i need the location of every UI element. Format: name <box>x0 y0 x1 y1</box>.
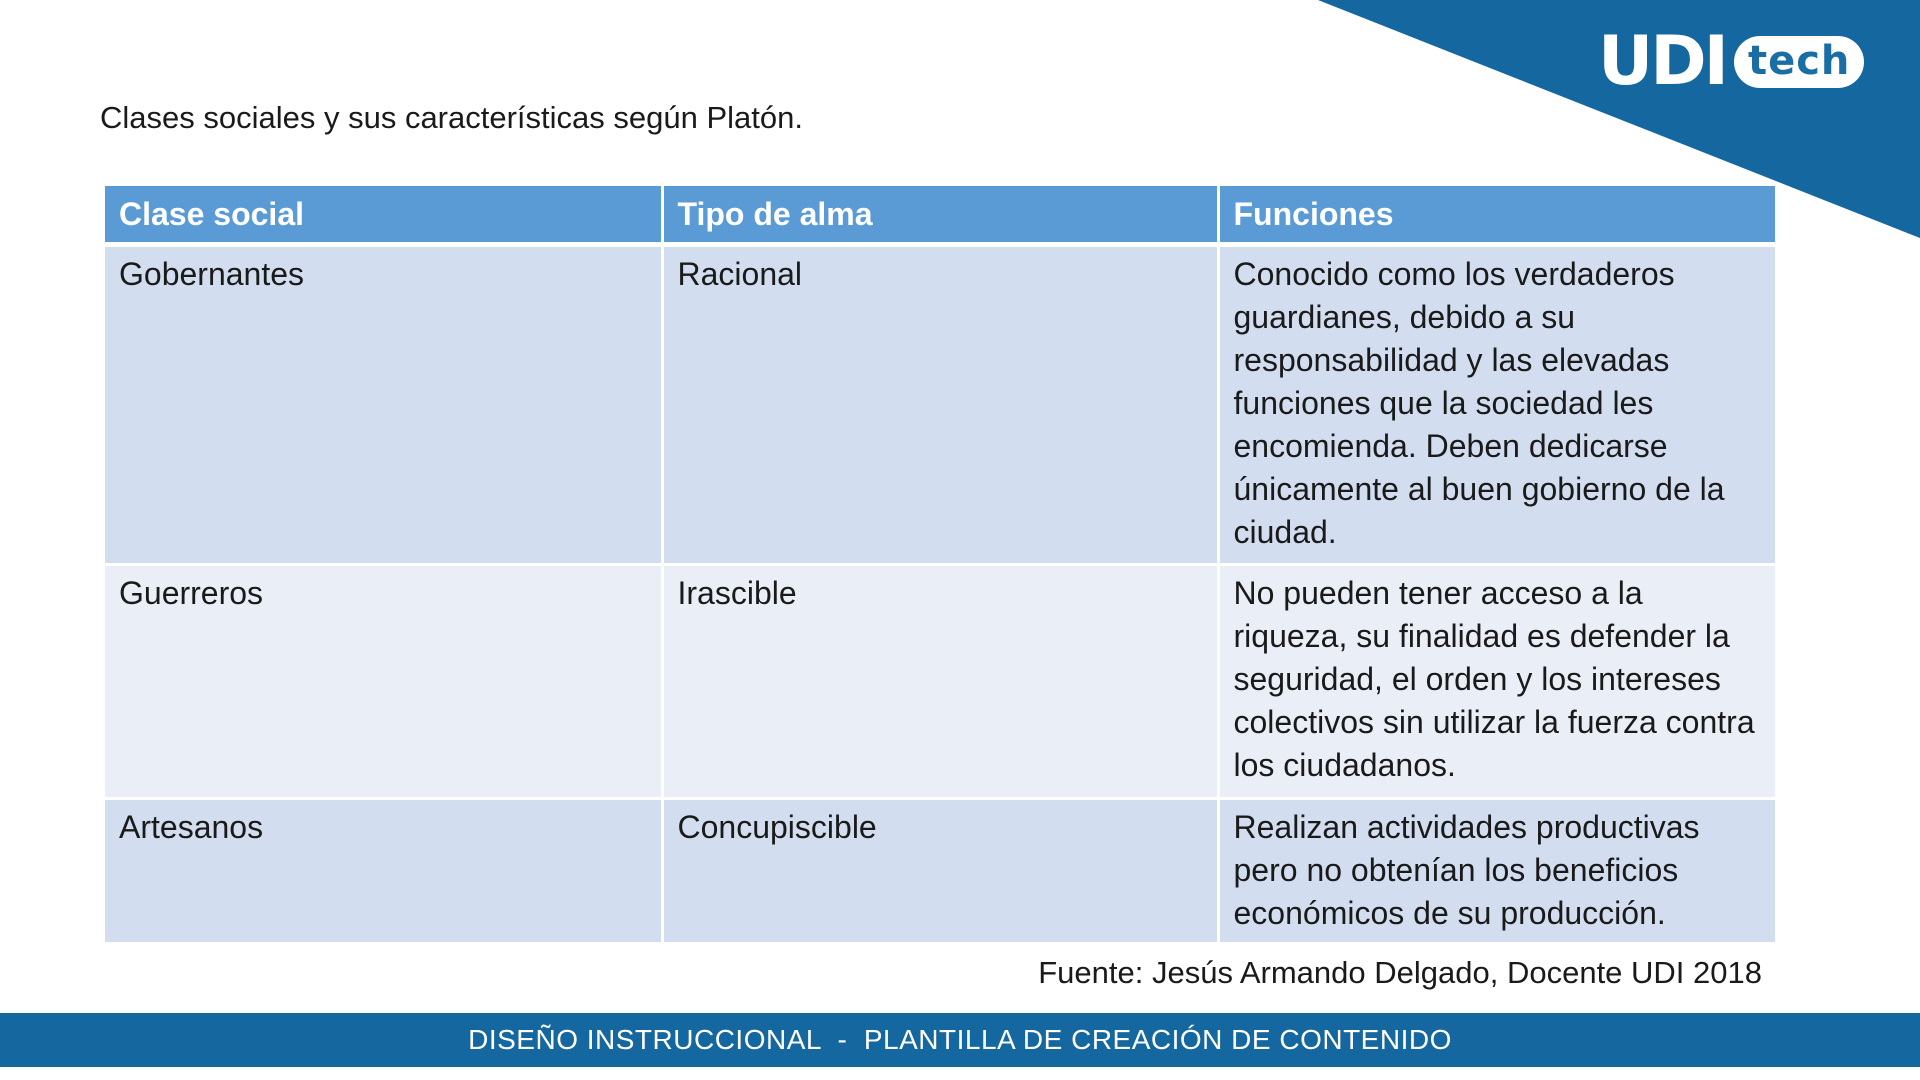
cell-alma: Irascible <box>662 565 1218 799</box>
logo-main-text: UDI <box>1598 22 1726 101</box>
cell-funciones: No pueden tener acceso a la riqueza, su finalidad es defender la seguridad, el orden y los intereses colectivos sin utilizar la fuerza contra los ciudadanos. <box>1218 565 1775 799</box>
cell-funciones: Conocido como los verdaderos guardianes, debido a su responsabilidad y las elevadas funciones que la sociedad les encomienda. Deben dedicarse únicamente al buen gobierno de la ciudad. <box>1218 245 1775 565</box>
footer-text: DISEÑO INSTRUCCIONAL - PLANTILLA DE CREACIÓN DE CONTENIDO <box>468 1024 1452 1055</box>
cell-funciones: Realizan actividades productivas pero no obtenían los beneficios económicos de su producción. <box>1218 799 1775 944</box>
page-title: Clases sociales y sus características según Platón. <box>100 100 803 135</box>
footer-bar <box>0 1013 1920 1067</box>
logo-suffix-text: tech <box>1734 36 1864 88</box>
udi-tech-logo <box>1598 22 1890 101</box>
cell-alma: Racional <box>662 245 1218 565</box>
header-funciones: Funciones <box>1218 186 1775 245</box>
cell-alma: Concupiscible <box>662 799 1218 944</box>
header-clase-social: Clase social <box>105 186 662 245</box>
table-row <box>105 799 1775 944</box>
table-row <box>105 565 1775 799</box>
cell-clase: Gobernantes <box>105 245 662 565</box>
social-classes-table <box>105 186 1775 945</box>
source-citation: Fuente: Jesús Armando Delgado, Docente UDI 2018 <box>1038 955 1762 990</box>
header-tipo-de-alma: Tipo de alma <box>662 186 1218 245</box>
cell-clase: Guerreros <box>105 565 662 799</box>
table-header-row <box>105 186 1775 245</box>
table-row <box>105 245 1775 565</box>
cell-clase: Artesanos <box>105 799 662 944</box>
